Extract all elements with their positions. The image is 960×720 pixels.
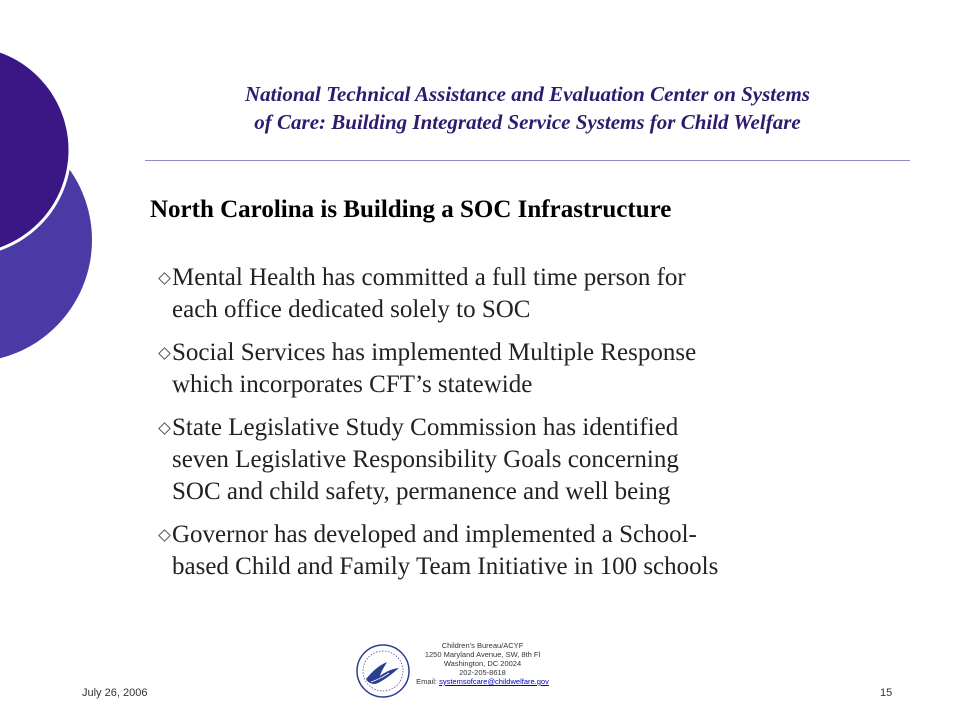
- contact-email-row: [395, 677, 570, 686]
- contact-block: [395, 641, 570, 686]
- email-link[interactable]: systemsofcare@childwelfare.gov: [439, 677, 549, 686]
- contact-phone: 202-205-8618: [459, 668, 506, 677]
- decorative-circles: [0, 0, 140, 400]
- bullet-text-line: which incorporates CFT’s statewide: [172, 371, 533, 398]
- bullet-text-line: SOC and child safety, permanence and well being: [172, 478, 671, 505]
- bullet-text-line: Mental Health has committed a full time person for: [172, 264, 686, 291]
- diamond-bullet-icon: [158, 529, 171, 542]
- bullet-text-line: State Legislative Study Commission has identified: [172, 414, 679, 441]
- bullet-item: [150, 519, 920, 583]
- header-line-2: of Care: Building Integrated Service Systems for Child Welfare: [254, 110, 801, 134]
- bullet-list: [150, 262, 920, 594]
- contact-address-line-2: Washington, DC 20024: [443, 659, 522, 668]
- bullet-item: [150, 412, 920, 508]
- diamond-bullet-icon: [158, 347, 171, 360]
- bullet-text-line: each office dedicated solely to SOC: [172, 296, 531, 323]
- header-divider: [145, 160, 910, 161]
- header-line-1: National Technical Assistance and Evaluation Center on Systems: [245, 82, 810, 106]
- bullet-item: [150, 337, 920, 401]
- bullet-text-line: Governor has developed and implemented a School-: [172, 521, 697, 548]
- bullet-item: [150, 262, 920, 326]
- diamond-bullet-icon: [158, 272, 171, 285]
- diamond-bullet-icon: [158, 422, 171, 435]
- email-label: Email:: [416, 677, 437, 686]
- bullet-text-line: seven Legislative Responsibility Goals concerning: [172, 446, 679, 473]
- page-number: 15: [880, 687, 893, 699]
- contact-address-line-1: 1250 Maryland Avenue, SW, 8th Fl: [424, 650, 541, 659]
- contact-org: Children’s Bureau/ACYF: [441, 641, 524, 650]
- footer-date: July 26, 2006: [82, 687, 148, 699]
- bullet-text-line: based Child and Family Team Initiative in 100 schools: [172, 553, 719, 580]
- slide-title: North Carolina is Building a SOC Infrastructure: [150, 196, 672, 223]
- bullet-text-line: Social Services has implemented Multiple Response: [172, 339, 697, 366]
- slide-header: [145, 80, 910, 136]
